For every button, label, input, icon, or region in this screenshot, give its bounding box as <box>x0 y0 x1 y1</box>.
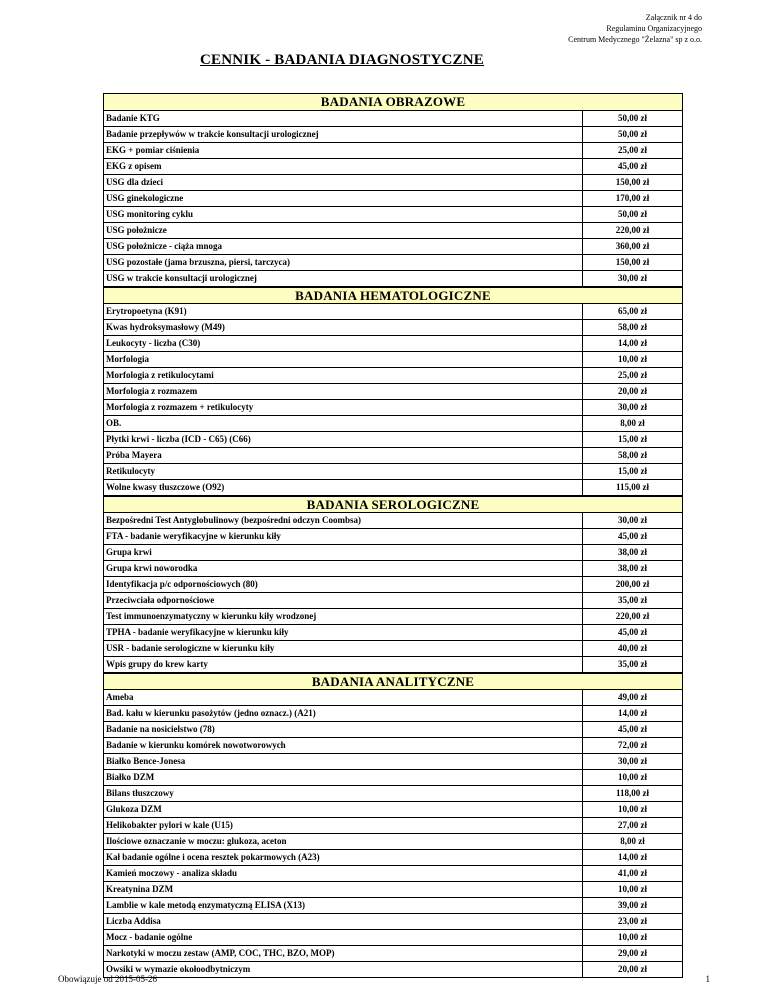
exam-price: 115,00 zł <box>582 480 682 495</box>
exam-name: Morfologia z retikulocytami <box>106 370 214 380</box>
exam-name: Owsiki w wymazie okołoodbytniczym <box>106 964 251 974</box>
exam-price: 14,00 zł <box>582 850 682 865</box>
exam-name: Płytki krwi - liczba (ICD - C65) (C66) <box>106 434 251 444</box>
table-row <box>103 722 683 738</box>
exam-price: 50,00 zł <box>582 127 682 142</box>
exam-price: 20,00 zł <box>582 384 682 399</box>
exam-price: 170,00 zł <box>582 191 682 206</box>
exam-name: USR - badanie serologiczne w kierunku kiły <box>106 643 275 653</box>
exam-name: Wpis grupy do krew karty <box>106 659 208 669</box>
table-row <box>103 593 683 609</box>
exam-price: 38,00 zł <box>582 561 682 576</box>
table-row <box>103 159 683 175</box>
exam-price: 29,00 zł <box>582 946 682 961</box>
exam-price: 360,00 zł <box>582 239 682 254</box>
exam-name: Mocz - badanie ogólne <box>106 932 193 942</box>
exam-name: Helikobakter pylori w kale (U15) <box>106 820 233 830</box>
exam-name: USG dla dzieci <box>106 177 164 187</box>
exam-price: 30,00 zł <box>582 400 682 415</box>
exam-name: USG pozostałe (jama brzuszna, piersi, tarczyca) <box>106 257 291 267</box>
exam-price: 23,00 zł <box>582 914 682 929</box>
exam-name: Grupa krwi <box>106 547 152 557</box>
exam-name: Lamblie w kale metodą enzymatyczną ELISA (X13) <box>106 900 305 910</box>
exam-name: Test immunoenzymatyczny w kierunku kiły wrodzonej <box>106 611 317 621</box>
exam-name: Bad. kału w kierunku pasożytów (jedno oznacz.) (A21) <box>106 708 316 718</box>
exam-price: 41,00 zł <box>582 866 682 881</box>
exam-name: Identyfikacja p/c odpornościowych (80) <box>106 579 258 589</box>
exam-name: Kreatynina DZM <box>106 884 174 894</box>
table-row <box>103 866 683 882</box>
exam-name: Kamień moczowy - analiza składu <box>106 868 238 878</box>
exam-price: 25,00 zł <box>582 368 682 383</box>
exam-price: 14,00 zł <box>582 336 682 351</box>
exam-price: 49,00 zł <box>582 690 682 705</box>
exam-name: USG ginekologiczne <box>106 193 184 203</box>
table-row <box>103 946 683 962</box>
exam-name: Glukoza DZM <box>106 804 162 814</box>
table-row <box>103 706 683 722</box>
exam-name: Przeciwciała odpornościowe <box>106 595 215 605</box>
table-row <box>103 416 683 432</box>
exam-name: Białko Bence-Jonesa <box>106 756 186 766</box>
exam-name: Morfologia <box>106 354 149 364</box>
exam-price: 220,00 zł <box>582 609 682 624</box>
attachment-note-line: Regulaminu Organizacyjnego <box>606 24 702 33</box>
table-row <box>103 561 683 577</box>
exam-price: 150,00 zł <box>582 255 682 270</box>
table-row <box>103 930 683 946</box>
exam-price: 45,00 zł <box>582 159 682 174</box>
exam-price: 30,00 zł <box>582 513 682 528</box>
table-row <box>103 368 683 384</box>
section-heading: BADANIA ANALITYCZNE <box>103 673 683 690</box>
exam-price: 45,00 zł <box>582 625 682 640</box>
exam-name: Badanie w kierunku komórek nowotworowych <box>106 740 286 750</box>
table-row <box>103 336 683 352</box>
exam-price: 14,00 zł <box>582 706 682 721</box>
exam-price: 40,00 zł <box>582 641 682 656</box>
exam-price: 27,00 zł <box>582 818 682 833</box>
table-row <box>103 850 683 866</box>
exam-price: 50,00 zł <box>582 207 682 222</box>
table-row <box>103 304 683 320</box>
exam-price: 8,00 zł <box>582 834 682 849</box>
exam-name: Bilans tłuszczowy <box>106 788 174 798</box>
table-row <box>103 641 683 657</box>
price-list-table <box>103 93 683 978</box>
exam-name: Wolne kwasy tłuszczowe (O92) <box>106 482 225 492</box>
table-row <box>103 111 683 127</box>
exam-price: 35,00 zł <box>582 657 682 672</box>
exam-name: Badanie przepływów w trakcie konsultacji urologicznej <box>106 129 319 139</box>
exam-name: Grupa krwi noworodka <box>106 563 198 573</box>
table-row <box>103 625 683 641</box>
document-title: CENNIK - BADANIA DIAGNOSTYCZNE <box>200 52 484 68</box>
exam-name: Morfologia z rozmazem + retikulocyty <box>106 402 254 412</box>
exam-name: Ilościowe oznaczanie w moczu: glukoza, aceton <box>106 836 287 846</box>
table-row <box>103 320 683 336</box>
table-row <box>103 914 683 930</box>
table-row <box>103 802 683 818</box>
exam-name: Próba Mayera <box>106 450 162 460</box>
attachment-note-line: Centrum Medycznego "Żelazna" sp z o.o. <box>568 35 702 44</box>
exam-name: USG monitoring cyklu <box>106 209 194 219</box>
exam-price: 220,00 zł <box>582 223 682 238</box>
table-row <box>103 738 683 754</box>
exam-price: 118,00 zł <box>582 786 682 801</box>
exam-name: Badanie KTG <box>106 113 160 123</box>
exam-name: USG położnicze - ciąża mnoga <box>106 241 222 251</box>
table-row <box>103 448 683 464</box>
exam-price: 10,00 zł <box>582 802 682 817</box>
section-heading: BADANIA HEMATOLOGICZNE <box>103 287 683 304</box>
exam-name: Narkotyki w moczu zestaw (AMP, COC, THC, BZO, MOP) <box>106 948 335 958</box>
exam-name: Badanie na nosicielstwo (78) <box>106 724 215 734</box>
exam-name: Leukocyty - liczba (C30) <box>106 338 201 348</box>
effective-date: Obowiązuje od 2015-05-26 <box>58 974 157 984</box>
exam-name: TPHA - badanie weryfikacyjne w kierunku kiły <box>106 627 289 637</box>
table-row <box>103 175 683 191</box>
exam-name: FTA - badanie weryfikacyjne w kierunku kiły <box>106 531 281 541</box>
exam-price: 10,00 zł <box>582 352 682 367</box>
exam-name: EKG z opisem <box>106 161 162 171</box>
exam-name: Kwas hydroksymasłowy (M49) <box>106 322 225 332</box>
exam-name: Ameba <box>106 692 134 702</box>
exam-price: 72,00 zł <box>582 738 682 753</box>
exam-name: OB. <box>106 418 122 428</box>
table-row <box>103 786 683 802</box>
exam-price: 10,00 zł <box>582 930 682 945</box>
exam-name: Kał badanie ogólne i ocena resztek pokarmowych (A23) <box>106 852 320 862</box>
table-row <box>103 529 683 545</box>
exam-price: 30,00 zł <box>582 271 682 286</box>
exam-price: 15,00 zł <box>582 432 682 447</box>
exam-name: Bezpośredni Test Antyglobulinowy (bezpośredni odczyn Coombsa) <box>106 515 361 525</box>
attachment-note <box>568 12 702 45</box>
exam-price: 10,00 zł <box>582 770 682 785</box>
exam-name: USG w trakcie konsultacji urologicznej <box>106 273 257 283</box>
table-row <box>103 577 683 593</box>
exam-name: USG położnicze <box>106 225 167 235</box>
table-row <box>103 818 683 834</box>
exam-name: Erytropoetyna (K91) <box>106 306 187 316</box>
table-row <box>103 432 683 448</box>
table-row <box>103 834 683 850</box>
table-row <box>103 207 683 223</box>
exam-price: 38,00 zł <box>582 545 682 560</box>
table-row <box>103 255 683 271</box>
exam-price: 30,00 zł <box>582 754 682 769</box>
table-row <box>103 384 683 400</box>
table-row <box>103 223 683 239</box>
table-row <box>103 754 683 770</box>
table-row <box>103 690 683 706</box>
exam-name: Liczba Addisa <box>106 916 161 926</box>
table-row <box>103 143 683 159</box>
table-row <box>103 464 683 480</box>
table-row <box>103 480 683 496</box>
table-row <box>103 898 683 914</box>
exam-price: 8,00 zł <box>582 416 682 431</box>
exam-name: Morfologia z rozmazem <box>106 386 198 396</box>
table-row <box>103 191 683 207</box>
exam-price: 25,00 zł <box>582 143 682 158</box>
table-row <box>103 352 683 368</box>
table-row <box>103 609 683 625</box>
section-heading: BADANIA SEROLOGICZNE <box>103 496 683 513</box>
exam-price: 58,00 zł <box>582 448 682 463</box>
table-row <box>103 962 683 978</box>
table-row <box>103 657 683 673</box>
page-number: 1 <box>705 974 710 984</box>
exam-price: 150,00 zł <box>582 175 682 190</box>
table-row <box>103 513 683 529</box>
exam-name: Białko DZM <box>106 772 155 782</box>
table-row <box>103 545 683 561</box>
exam-name: EKG + pomiar ciśnienia <box>106 145 200 155</box>
exam-name: Retikulocyty <box>106 466 155 476</box>
table-row <box>103 271 683 287</box>
table-row <box>103 770 683 786</box>
exam-price: 50,00 zł <box>582 111 682 126</box>
exam-price: 39,00 zł <box>582 898 682 913</box>
exam-price: 20,00 zł <box>582 962 682 977</box>
attachment-note-line: Załącznik nr 4 do <box>645 13 702 22</box>
table-row <box>103 882 683 898</box>
exam-price: 45,00 zł <box>582 529 682 544</box>
exam-price: 65,00 zł <box>582 304 682 319</box>
table-row <box>103 127 683 143</box>
table-row <box>103 400 683 416</box>
exam-price: 10,00 zł <box>582 882 682 897</box>
table-row <box>103 239 683 255</box>
section-heading: BADANIA OBRAZOWE <box>103 93 683 111</box>
exam-price: 45,00 zł <box>582 722 682 737</box>
exam-price: 200,00 zł <box>582 577 682 592</box>
exam-price: 35,00 zł <box>582 593 682 608</box>
exam-price: 15,00 zł <box>582 464 682 479</box>
exam-price: 58,00 zł <box>582 320 682 335</box>
